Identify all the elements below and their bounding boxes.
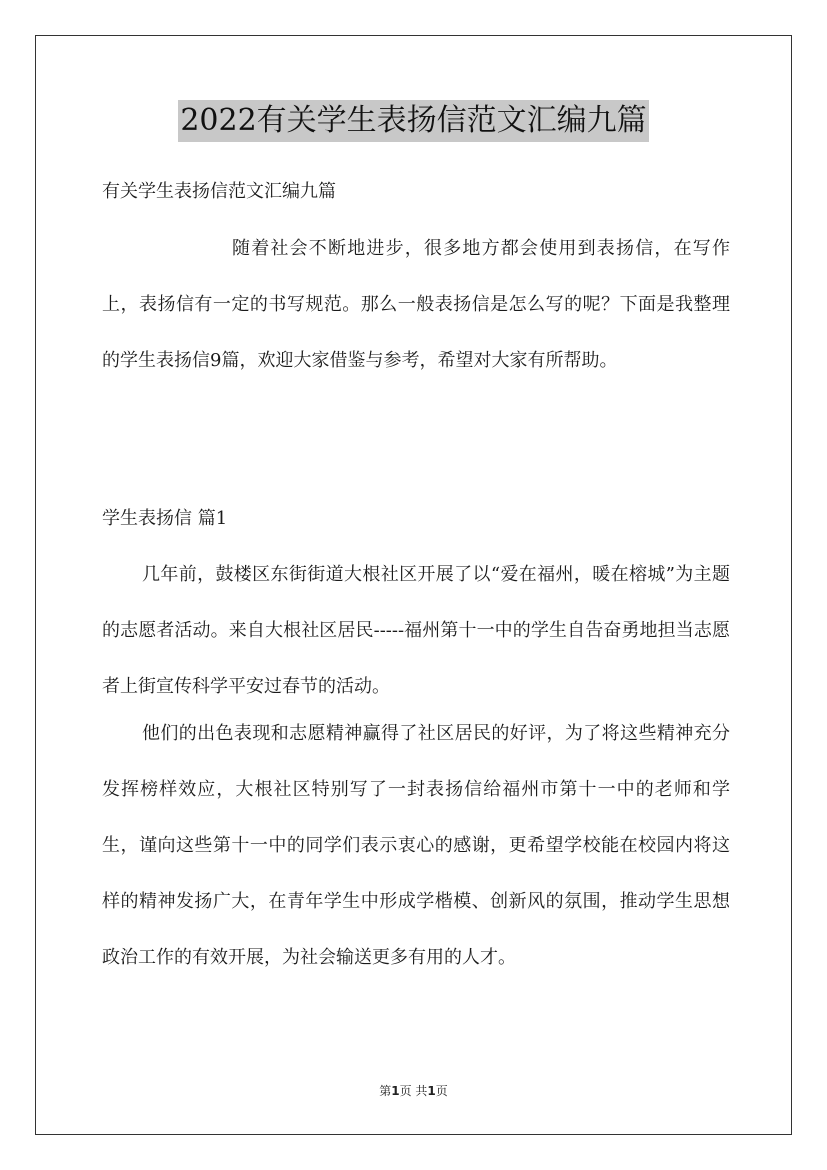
title-container [0, 100, 827, 142]
footer-total-pages: 1 [427, 1084, 436, 1098]
document-title: 2022有关学生表扬信范文汇编九篇 [178, 100, 648, 142]
body-paragraph: 几年前，鼓楼区东街街道大根社区开展了以“爱在福州，暖在榕城”为主题的志愿者活动。来自大根社区居民-----福州第十一中的学生自告奋勇地担当志愿者上街宣传科学平安过春节的活动。 [102, 564, 730, 697]
section-heading: 学生表扬信 篇1 [102, 508, 228, 529]
page-footer [0, 1082, 827, 1100]
intro-paragraph: 随着社会不断地进步，很多地方都会使用到表扬信，在写作上，表扬信有一定的书写规范。那么一般表扬信是怎么写的呢？下面是我整理的学生表扬信9篇，欢迎大家借鉴与参考，希望对大家有所帮助。 [102, 238, 730, 371]
footer-current-page: 1 [391, 1084, 400, 1098]
body-paragraph: 他们的出色表现和志愿精神赢得了社区居民的好评，为了将这些精神充分发挥榜样效应，大根社区特别写了一封表扬信给福州市第十一中的老师和学生，谨向这些第十一中的同学们表示衷心的感谢，更希望学校能在校园内将这样的精神发扬广大，在青年学生中形成学楷模、创新风的氛围，推动学生思想政治工作的有效开展，为社会输送更多有用的人才。 [102, 723, 730, 968]
document-subtitle: 有关学生表扬信范文汇编九篇 [102, 181, 336, 202]
footer-page-mid: 页 共 [399, 1084, 428, 1098]
footer-page-suffix: 页 [435, 1084, 448, 1098]
footer-page-prefix: 第 [379, 1084, 392, 1098]
